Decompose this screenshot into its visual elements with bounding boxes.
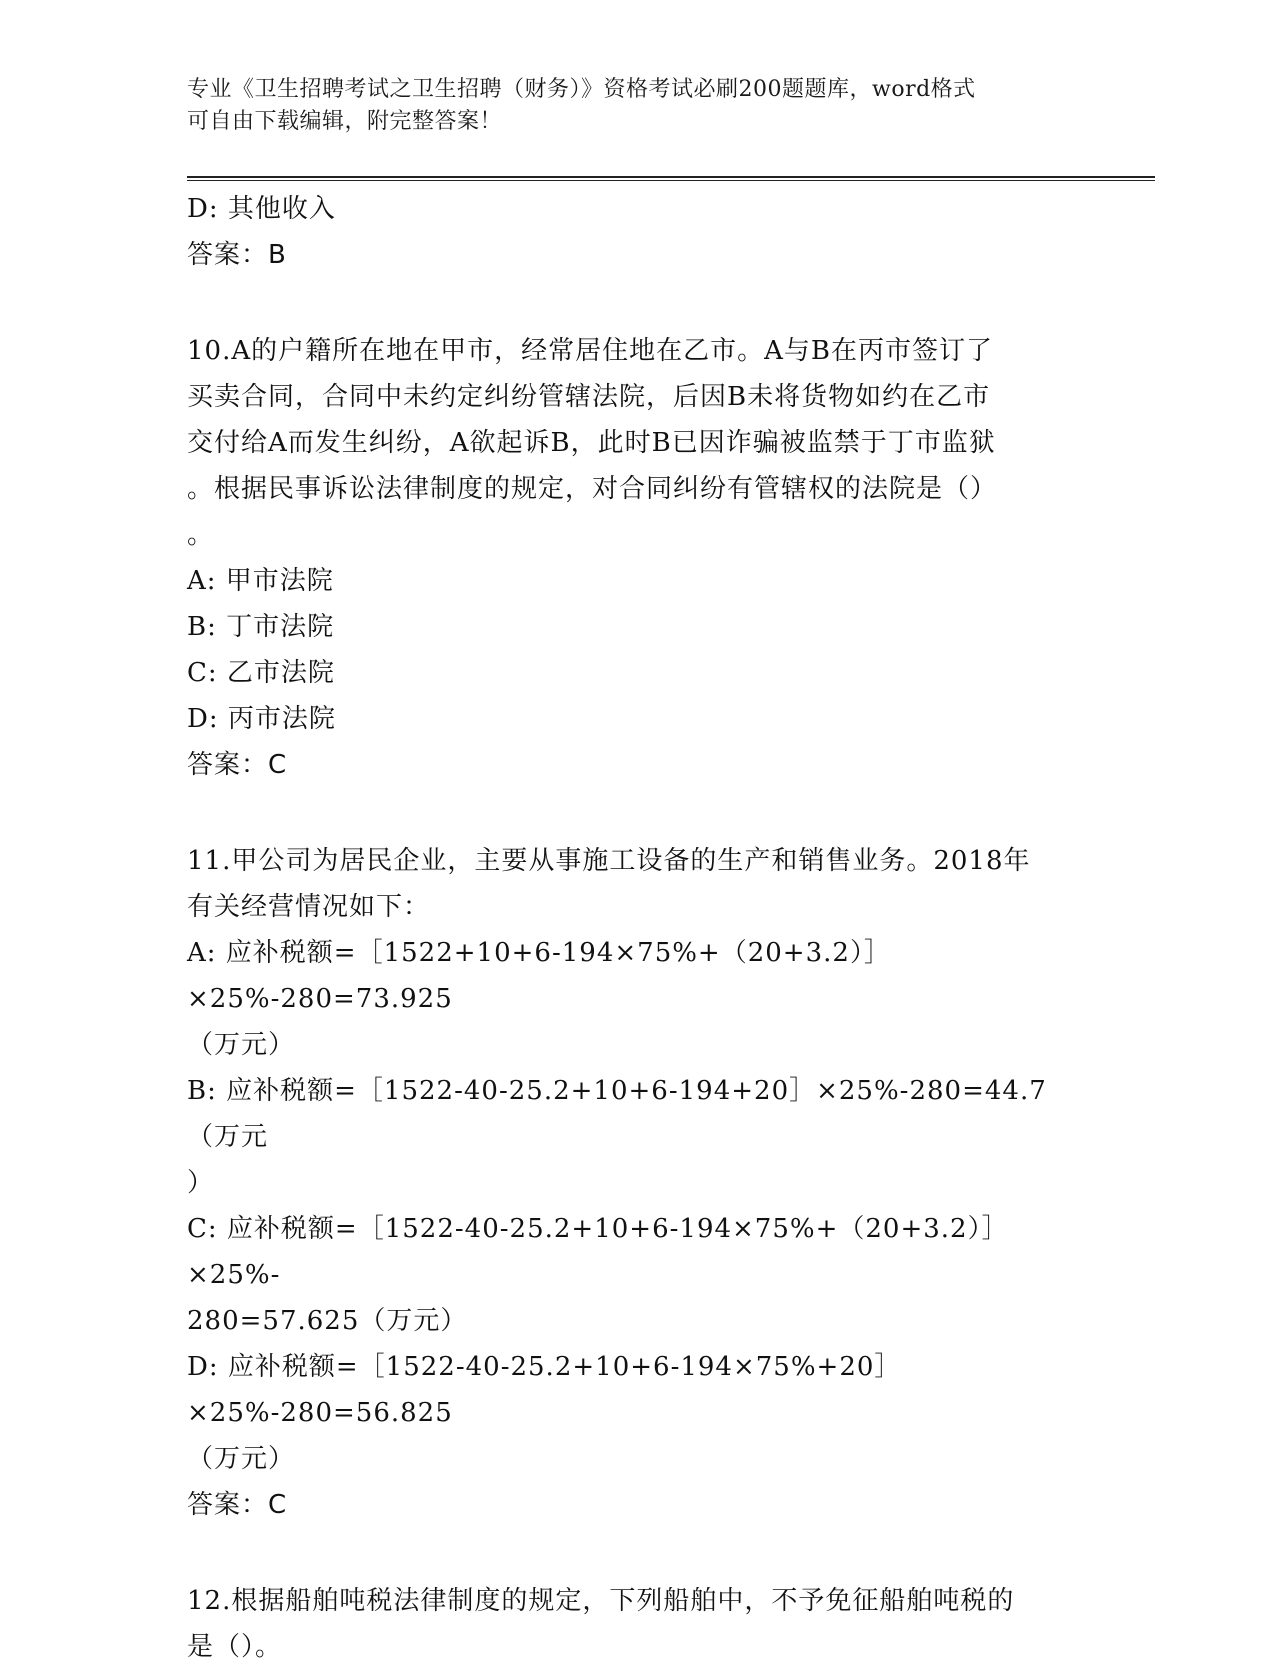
option-d: D: 应补税额=［1522-40-25.2+10+6-194×75%+20］×25%-280=56.825 bbox=[187, 1352, 902, 1428]
question-12 bbox=[187, 1578, 1087, 1670]
option-b: B: 应补税额=［1522-40-25.2+10+6-194+20］×25%-280=44.7（万元 bbox=[187, 1076, 1047, 1152]
question-text-line: 买卖合同，合同中未约定纠纷管辖法院，后因B未将货物如约在乙市 bbox=[187, 382, 991, 412]
option-c: C: 乙市法院 bbox=[187, 658, 335, 688]
question-text-line: 。根据民事诉讼法律制度的规定，对合同纠纷有管辖权的法院是（） bbox=[187, 474, 998, 504]
header-divider-thin bbox=[187, 180, 1155, 181]
spacer bbox=[187, 788, 1087, 838]
previous-question-tail bbox=[187, 186, 1087, 278]
option-b-continued: ） bbox=[187, 1168, 215, 1198]
question-text-line: 10.A的户籍所在地在甲市，经常居住地在乙市。A与B在丙市签订了 bbox=[187, 336, 994, 366]
question-text-line: 有关经营情况如下： bbox=[187, 892, 431, 922]
option-d: D: 其他收入 bbox=[187, 194, 336, 224]
header-line-1: 专业《卫生招聘考试之卫生招聘（财务）》资格考试必刷200题题库，word格式 bbox=[187, 77, 976, 102]
option-c: C: 应补税额=［1522-40-25.2+10+6-194×75%+（20+3.2）］×25%- bbox=[187, 1214, 1009, 1290]
document-body bbox=[187, 186, 1087, 1670]
question-text-line: 11.甲公司为居民企业，主要从事施工设备的生产和销售业务。2018年 bbox=[187, 846, 1031, 876]
answer-line: 答案：C bbox=[187, 1490, 288, 1520]
option-d-continued: （万元） bbox=[187, 1444, 296, 1474]
question-text-line: 是（）。 bbox=[187, 1632, 283, 1662]
header-divider-thick bbox=[187, 176, 1155, 178]
spacer bbox=[187, 278, 1087, 328]
document-header bbox=[187, 74, 1067, 138]
question-text-line: 交付给A而发生纠纷，A欲起诉B，此时B已因诈骗被监禁于丁市监狱 bbox=[187, 428, 996, 458]
option-c-continued: 280=57.625（万元） bbox=[187, 1306, 468, 1336]
option-a-continued: （万元） bbox=[187, 1030, 296, 1060]
question-11 bbox=[187, 838, 1087, 1528]
option-a: A: 甲市法院 bbox=[187, 566, 334, 596]
spacer bbox=[187, 1528, 1087, 1578]
header-line-2: 可自由下载编辑，附完整答案！ bbox=[187, 109, 503, 134]
question-10 bbox=[187, 328, 1087, 788]
answer-line: 答案：B bbox=[187, 240, 287, 270]
question-text-line: 。 bbox=[187, 520, 215, 550]
answer-line: 答案：C bbox=[187, 750, 288, 780]
option-a: A: 应补税额=［1522+10+6-194×75%+（20+3.2）］×25%-280=73.925 bbox=[187, 938, 891, 1014]
question-text-line: 12.根据船舶吨税法律制度的规定，下列船舶中，不予免征船舶吨税的 bbox=[187, 1586, 1015, 1616]
option-b: B: 丁市法院 bbox=[187, 612, 335, 642]
option-d: D: 丙市法院 bbox=[187, 704, 336, 734]
